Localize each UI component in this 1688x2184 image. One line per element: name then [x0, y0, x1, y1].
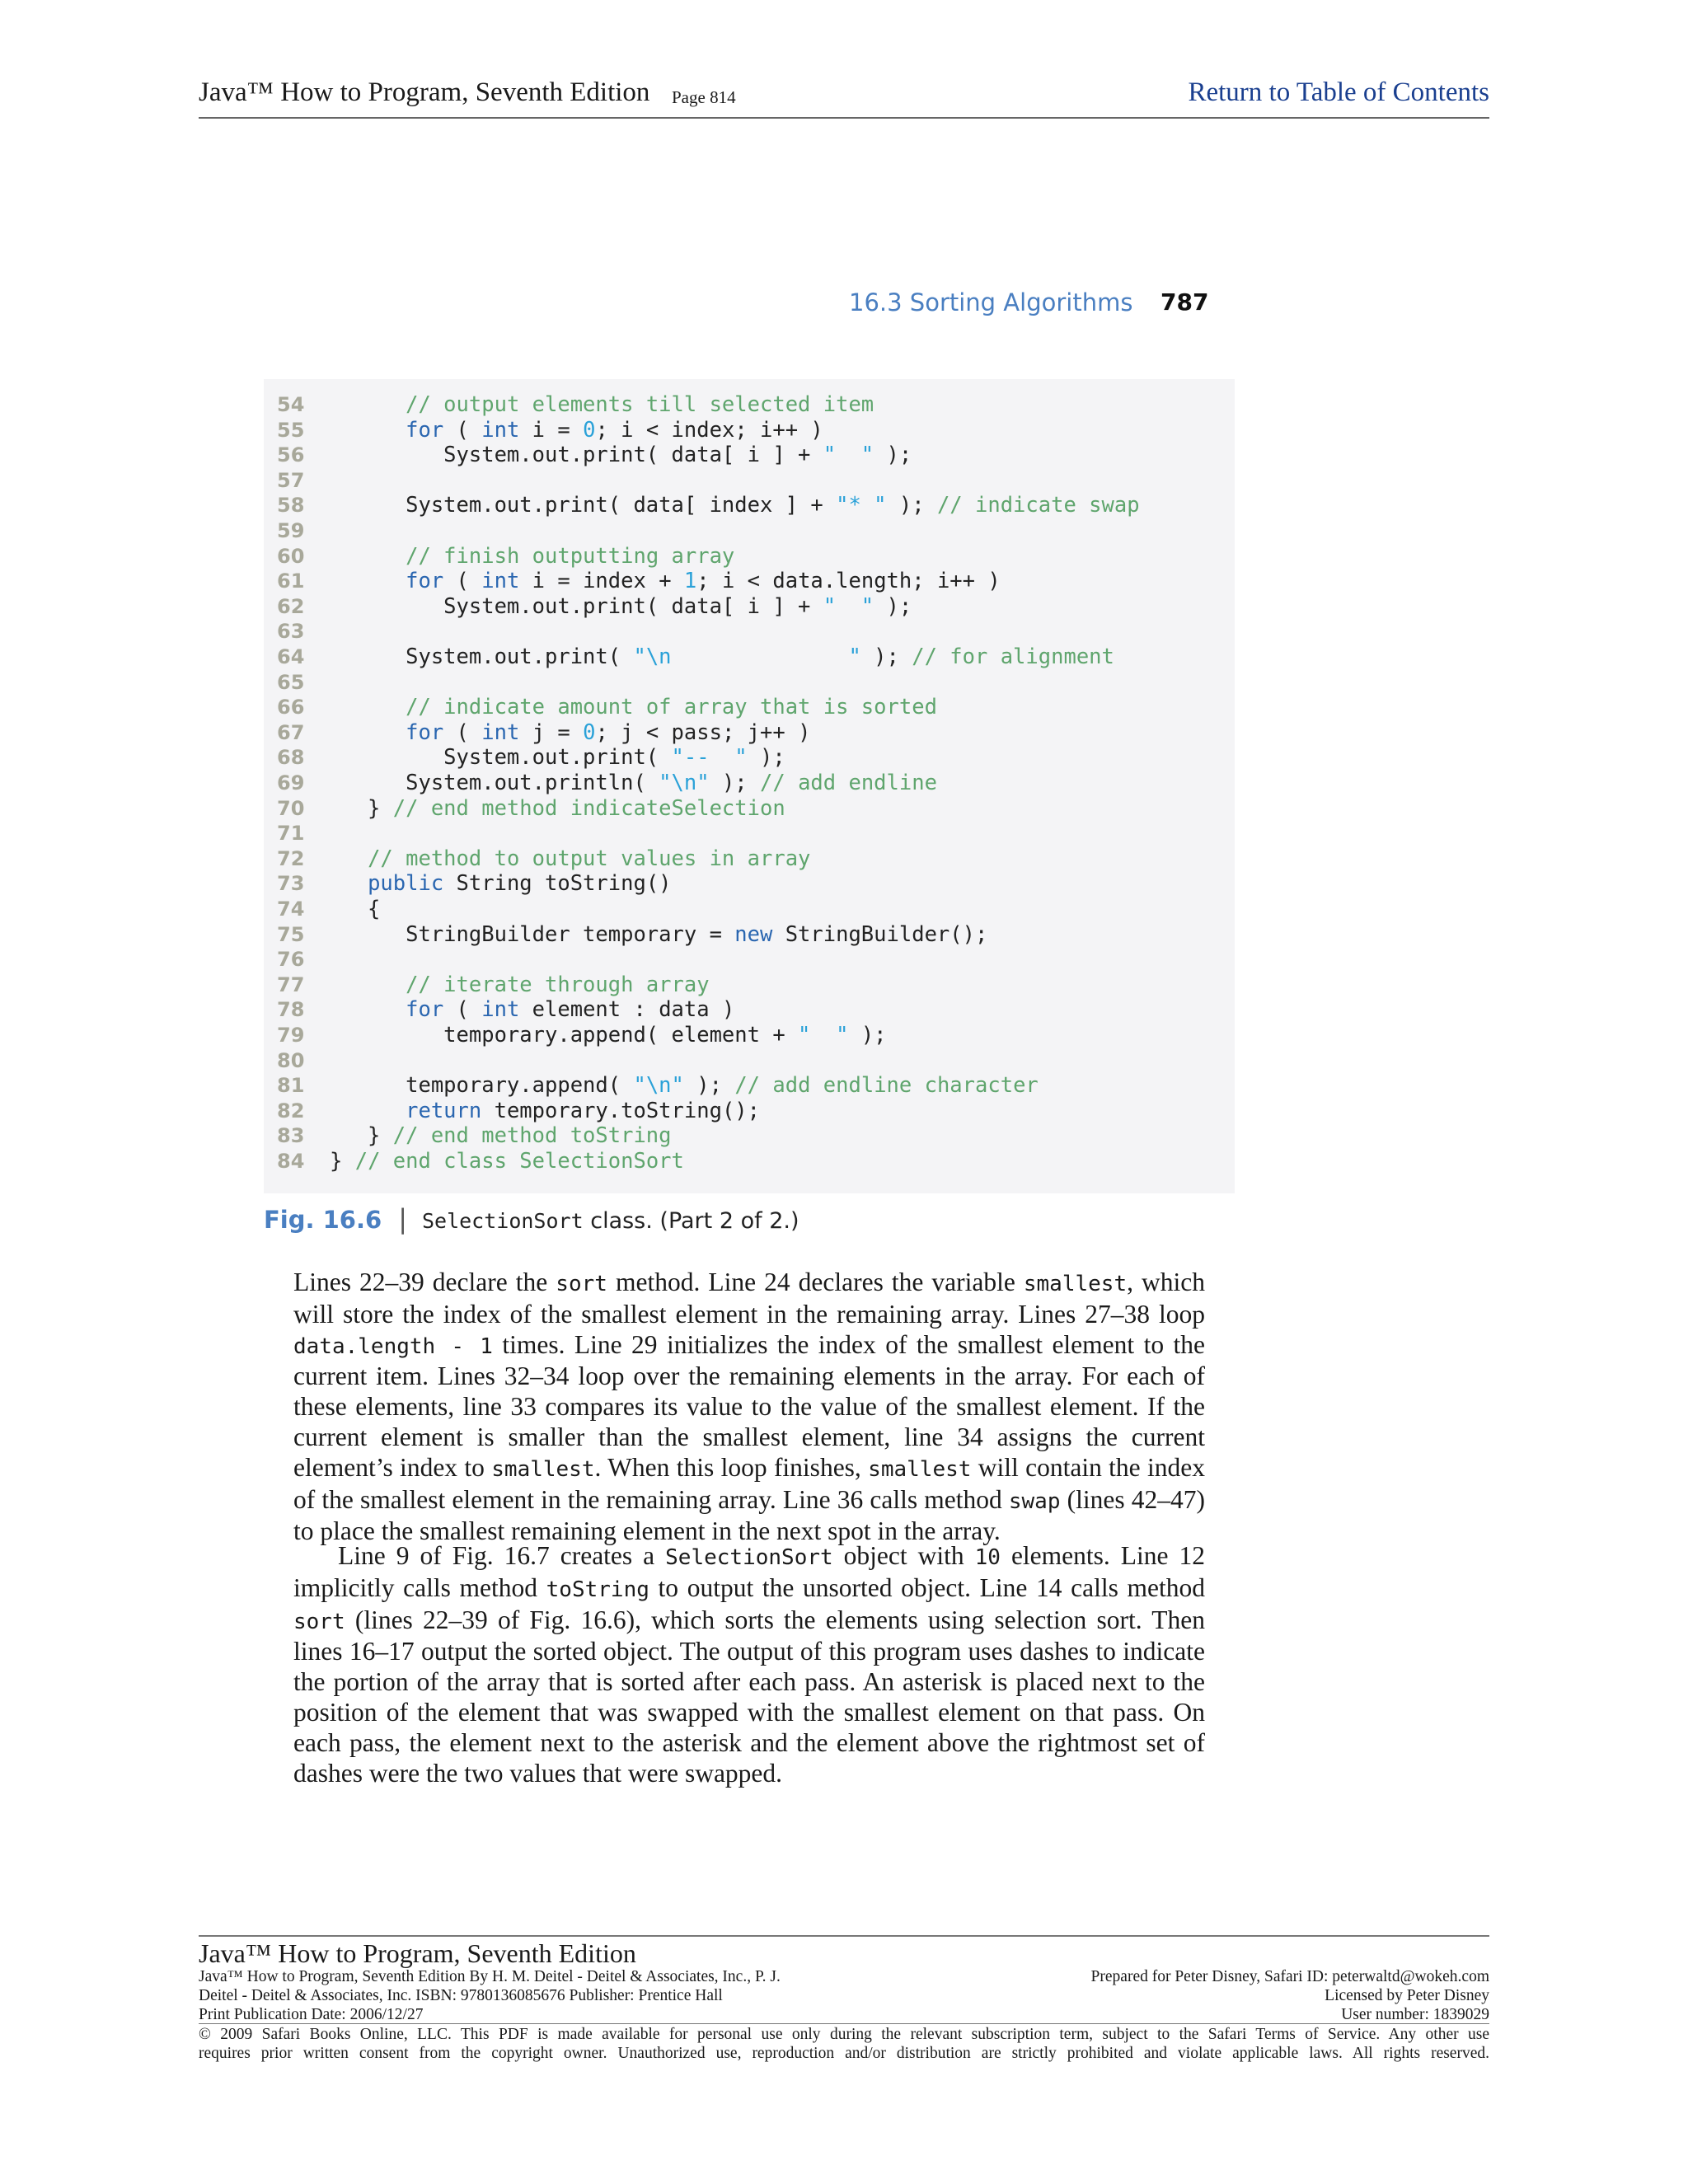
line-number: 59: [277, 519, 305, 542]
code-text: for ( int i = 0; i < index; i++ ): [406, 417, 823, 443]
book-page-number: 787: [1160, 288, 1209, 316]
code-text: System.out.print( data[ i ] + " " );: [330, 593, 912, 619]
code-listing: [264, 379, 1235, 1193]
line-number: 58: [277, 494, 305, 518]
body-paragraph: [293, 1541, 1205, 1788]
line-number: 71: [277, 822, 305, 846]
line-number: 82: [277, 1099, 305, 1122]
figure-caption: [264, 1203, 799, 1236]
footer-rule: [199, 2023, 1489, 2024]
inline-code: 10: [974, 1545, 1001, 1570]
paragraph-text: (lines 22–39 of Fig. 16.6), which sorts the elements using selection sort. Then lines 16–17 output the sorted object. The output of this program uses dashes to indicate the portion of the array that is sorted after each pass. An asterisk is placed next to the position of the element that was swapped with the smallest element on that pass. On each pass, the element next to the asterisk and the element above the rightmost set of dashes were the two values that were swapped.: [293, 1605, 1205, 1788]
line-number: 84: [277, 1150, 305, 1173]
line-number: 69: [277, 771, 305, 794]
line-number: 61: [277, 569, 305, 593]
paragraph-text: object with: [832, 1541, 975, 1570]
copyright-line: requires prior written consent from the copyright owner. Unauthorized use, reproduction and/or distribution are strictly prohibited and violate applicable laws. All rights reserved.: [199, 2045, 1489, 2062]
paragraph-text: Line 9 of Fig. 16.7 creates a: [338, 1541, 666, 1570]
code-text: } // end class SelectionSort: [330, 1149, 684, 1174]
line-number: 77: [277, 972, 305, 996]
footer-license-line: User number: 1839029: [1341, 2006, 1489, 2023]
running-head: [0, 288, 1688, 321]
page-header: [199, 74, 1489, 119]
line-number: 63: [277, 620, 305, 644]
code-text: temporary.append( element + " " );: [330, 1023, 887, 1047]
figure-number: Fig. 16.6: [264, 1206, 382, 1234]
section-title: 16.3 Sorting Algorithms: [849, 288, 1133, 316]
footer-citation-line: Java™ How to Program, Seventh Edition By H. M. Deitel - Deitel & Associates, Inc., P. J.: [199, 1968, 781, 1985]
paragraph-text: times. Line 29 initializes the index of the smallest element to the current item. Lines 32–34 loop over the remaining elements in the array. For each of these elements, line 33 compares its value to the value of the smallest element. If the current element is smaller than the smallest element, line 34 assigns the current element’s index to: [293, 1329, 1205, 1482]
code-text: StringBuilder temporary = new StringBuilder();: [330, 921, 988, 947]
code-text: for ( int j = 0; j < pass; j++ ): [406, 719, 811, 745]
line-number: 66: [277, 696, 305, 719]
code-text: // output elements till selected item: [406, 392, 874, 417]
code-text: public String toString(): [368, 871, 672, 897]
line-number: 57: [277, 468, 305, 492]
line-number: 68: [277, 746, 305, 770]
footer-license-line: Prepared for Peter Disney, Safari ID: peterwaltd@wokeh.com: [1090, 1968, 1489, 1985]
code-text: System.out.print( data[ i ] + " " );: [330, 443, 912, 468]
line-number: 78: [277, 998, 305, 1022]
line-number: 60: [277, 544, 305, 568]
code-text: // indicate amount of array that is sorted: [406, 695, 937, 720]
footer-title: Java™ How to Program, Seventh Edition: [199, 1938, 636, 1968]
inline-code: sort: [556, 1272, 607, 1296]
paragraph-text: . When this loop finishes,: [594, 1452, 869, 1482]
line-number: 54: [277, 393, 305, 416]
line-number: 76: [277, 948, 305, 972]
code-text: for ( int i = index + 1; i < data.length; i++ ): [406, 569, 1001, 594]
line-number: 62: [277, 594, 305, 618]
code-text: System.out.print( "-- " );: [330, 745, 785, 771]
code-text: {: [330, 897, 381, 921]
inline-code: swap: [1008, 1488, 1061, 1514]
line-number: 64: [277, 645, 305, 668]
line-number: 73: [277, 872, 305, 896]
code-text: for ( int element : data ): [406, 997, 735, 1023]
body-paragraph: [293, 1268, 1205, 1547]
paragraph-text: , which will store the index of the smallest element in the remaining array. Lines 27–38 loop: [293, 1268, 1206, 1329]
inline-code: SelectionSort: [665, 1545, 833, 1570]
paragraph-text: to output the unsorted object. Line 14 calls method: [649, 1572, 1205, 1602]
paragraph-text: (lines 42–47) to place the smallest remaining element in the next spot in the array.: [293, 1484, 1205, 1546]
caption-divider: |: [398, 1203, 407, 1235]
code-text: return temporary.toString();: [406, 1098, 761, 1123]
paragraph-text: method. Line 24 declares the variable: [607, 1268, 1024, 1296]
footer-rule: [199, 1935, 1489, 1937]
book-title: Java™ How to Program, Seventh Edition: [199, 77, 650, 107]
line-number: 80: [277, 1048, 305, 1072]
copyright-line: © 2009 Safari Books Online, LLC. This PDF is made available for personal use only during the relevant subscription term, subject to the Safari Terms of Service. Any other use: [199, 2026, 1489, 2043]
code-text: } // end method indicateSelection: [330, 795, 785, 821]
line-number: 70: [277, 796, 305, 820]
line-number: 75: [277, 922, 305, 946]
inline-code: sort: [293, 1609, 345, 1634]
caption-class-name: SelectionSort: [421, 1209, 584, 1233]
line-number: 81: [277, 1074, 305, 1098]
inline-code: smallest: [1023, 1272, 1128, 1296]
line-number: 67: [277, 720, 305, 744]
line-number: 55: [277, 418, 305, 442]
code-text: temporary.append( "\n" ); // add endline character: [330, 1073, 1039, 1099]
code-text: System.out.print( "\n " ); // for alignment: [330, 644, 1114, 669]
code-text: // finish outputting array: [406, 543, 735, 569]
line-number: 79: [277, 1024, 305, 1047]
line-number: 56: [277, 443, 305, 467]
line-number: 74: [277, 898, 305, 921]
code-text: System.out.print( data[ index ] + "* " ); // indicate swap: [330, 493, 1140, 518]
inline-code: data.length - 1: [293, 1333, 493, 1359]
code-text: // iterate through array: [406, 972, 710, 997]
code-text: } // end method toString: [330, 1123, 672, 1149]
caption-text: class. (Part 2 of 2.): [583, 1208, 799, 1234]
inline-code: smallest: [491, 1456, 595, 1482]
inline-code: smallest: [868, 1456, 972, 1482]
line-number: 72: [277, 846, 305, 870]
inline-code: toString: [546, 1577, 649, 1602]
footer-license-line: Licensed by Peter Disney: [1325, 1987, 1489, 2004]
footer-citation-line: Print Publication Date: 2006/12/27: [199, 2006, 424, 2023]
table-of-contents-link[interactable]: Return to Table of Contents: [1188, 77, 1489, 107]
footer-citation-line: Deitel - Deitel & Associates, Inc. ISBN: 9780136085676 Publisher: Prentice Hall: [199, 1987, 723, 2004]
line-number: 65: [277, 670, 305, 694]
paragraph-text: Lines 22–39 declare the: [293, 1268, 556, 1296]
paragraph-text: elements. Line 12 implicitly calls method: [293, 1541, 1206, 1602]
code-text: // method to output values in array: [368, 846, 811, 871]
page-label: Page 814: [672, 87, 736, 107]
code-text: System.out.println( "\n" ); // add endline: [330, 771, 937, 795]
paragraph-text: will contain the index of the smallest element in the remaining array. Line 36 calls method: [293, 1452, 1206, 1514]
line-number: 83: [277, 1124, 305, 1148]
